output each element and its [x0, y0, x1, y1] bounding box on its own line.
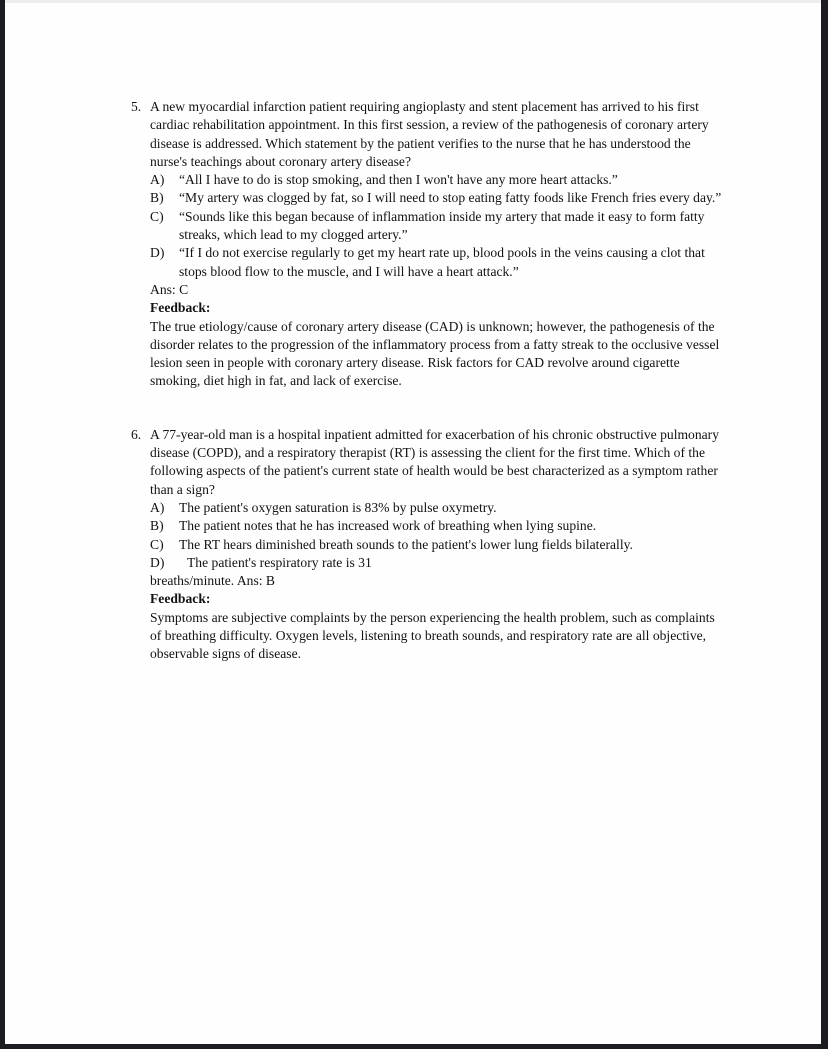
option-text: “My artery was clogged by fat, so I will need to stop eating fatty foods like French fries every day.” [179, 190, 722, 206]
option-text: “All I have to do is stop smoking, and then I won't have any more heart attacks.” [179, 172, 618, 188]
option-text: The patient's oxygen saturation is 83% by pulse oxymetry. [179, 499, 497, 515]
option-row-c [150, 536, 724, 554]
option-text: The patient's respiratory rate is 31 [187, 554, 372, 570]
question-block-6 [131, 426, 724, 664]
option-text: The patient notes that he has increased work of breathing when lying supine. [179, 518, 597, 534]
feedback-text: The true etiology/cause of coronary artery disease (CAD) is unknown; however, the pathogenesis of the disorder relates to the progression of the inflammatory process from a fatty streak to the occlusive vessel lesion seen in people with coronary artery disease. Risk factors for CAD revolve around cigarette smoking, diet high in fat, and lack of exercise. [150, 318, 720, 389]
question-stem-row [131, 98, 724, 171]
feedback-text: Symptoms are subjective complaints by the person experiencing the health problem, such as complaints of breathing difficulty. Oxygen levels, listening to breath sounds, and respiratory rate are all objective, observable signs of disease. [150, 609, 715, 662]
option-text: The RT hears diminished breath sounds to the patient's lower lung fields bilaterally. [179, 536, 633, 552]
option-letter: B) [150, 190, 164, 206]
option-letter: D) [150, 245, 165, 261]
question-stem: A 77-year-old man is a hospital inpatient admitted for exacerbation of his chronic obstructive pulmonary disease (COPD), and a respiratory therapist (RT) is assessing the client for the first time. Which of the following aspects of the patient's current state of health would be best characterized as a symptom rather than a sign? [150, 426, 719, 497]
option-row-a [150, 171, 724, 189]
option-row-b [150, 517, 724, 535]
option-text: “Sounds like this began because of inflammation inside my artery that made it easy to form fatty streaks, which lead to my clogged artery.” [179, 208, 705, 243]
page-content [131, 98, 724, 664]
question-number: 5. [131, 99, 142, 114]
question-block-5 [131, 98, 724, 391]
option-letter: C) [150, 208, 164, 224]
option-letter: D) [150, 554, 165, 570]
option-row-d [150, 554, 724, 572]
option-letter: A) [150, 172, 165, 188]
feedback-label: Feedback: [150, 591, 211, 607]
question-stem: A new myocardial infarction patient requiring angioplasty and stent placement has arrived to his first cardiac rehabilitation appointment. In this first session, a review of the pathogenesis of coronary artery disease is addressed. Which statement by the patient verifies to the nurse that he has understood the nurse's teachings about coronary artery disease? [150, 99, 709, 169]
option-text: “If I do not exercise regularly to get my heart rate up, blood pools in the veins causing a clot that stops blood flow to the muscle, and I will have a heart attack.” [179, 245, 705, 279]
document-page [5, 0, 821, 1044]
option-row-d [150, 244, 724, 281]
answer-continuation-line: breaths/minute. Ans: B [150, 573, 275, 589]
option-row-a [150, 499, 724, 517]
question-number: 6. [131, 426, 142, 442]
answer-line: Ans: C [150, 281, 189, 297]
option-row-c [150, 208, 724, 245]
question-stem-row [131, 426, 724, 499]
option-letter: A) [150, 499, 165, 515]
option-letter: B) [150, 518, 164, 534]
option-row-b [150, 189, 724, 207]
option-letter: C) [150, 536, 164, 552]
feedback-label: Feedback: [150, 300, 211, 316]
